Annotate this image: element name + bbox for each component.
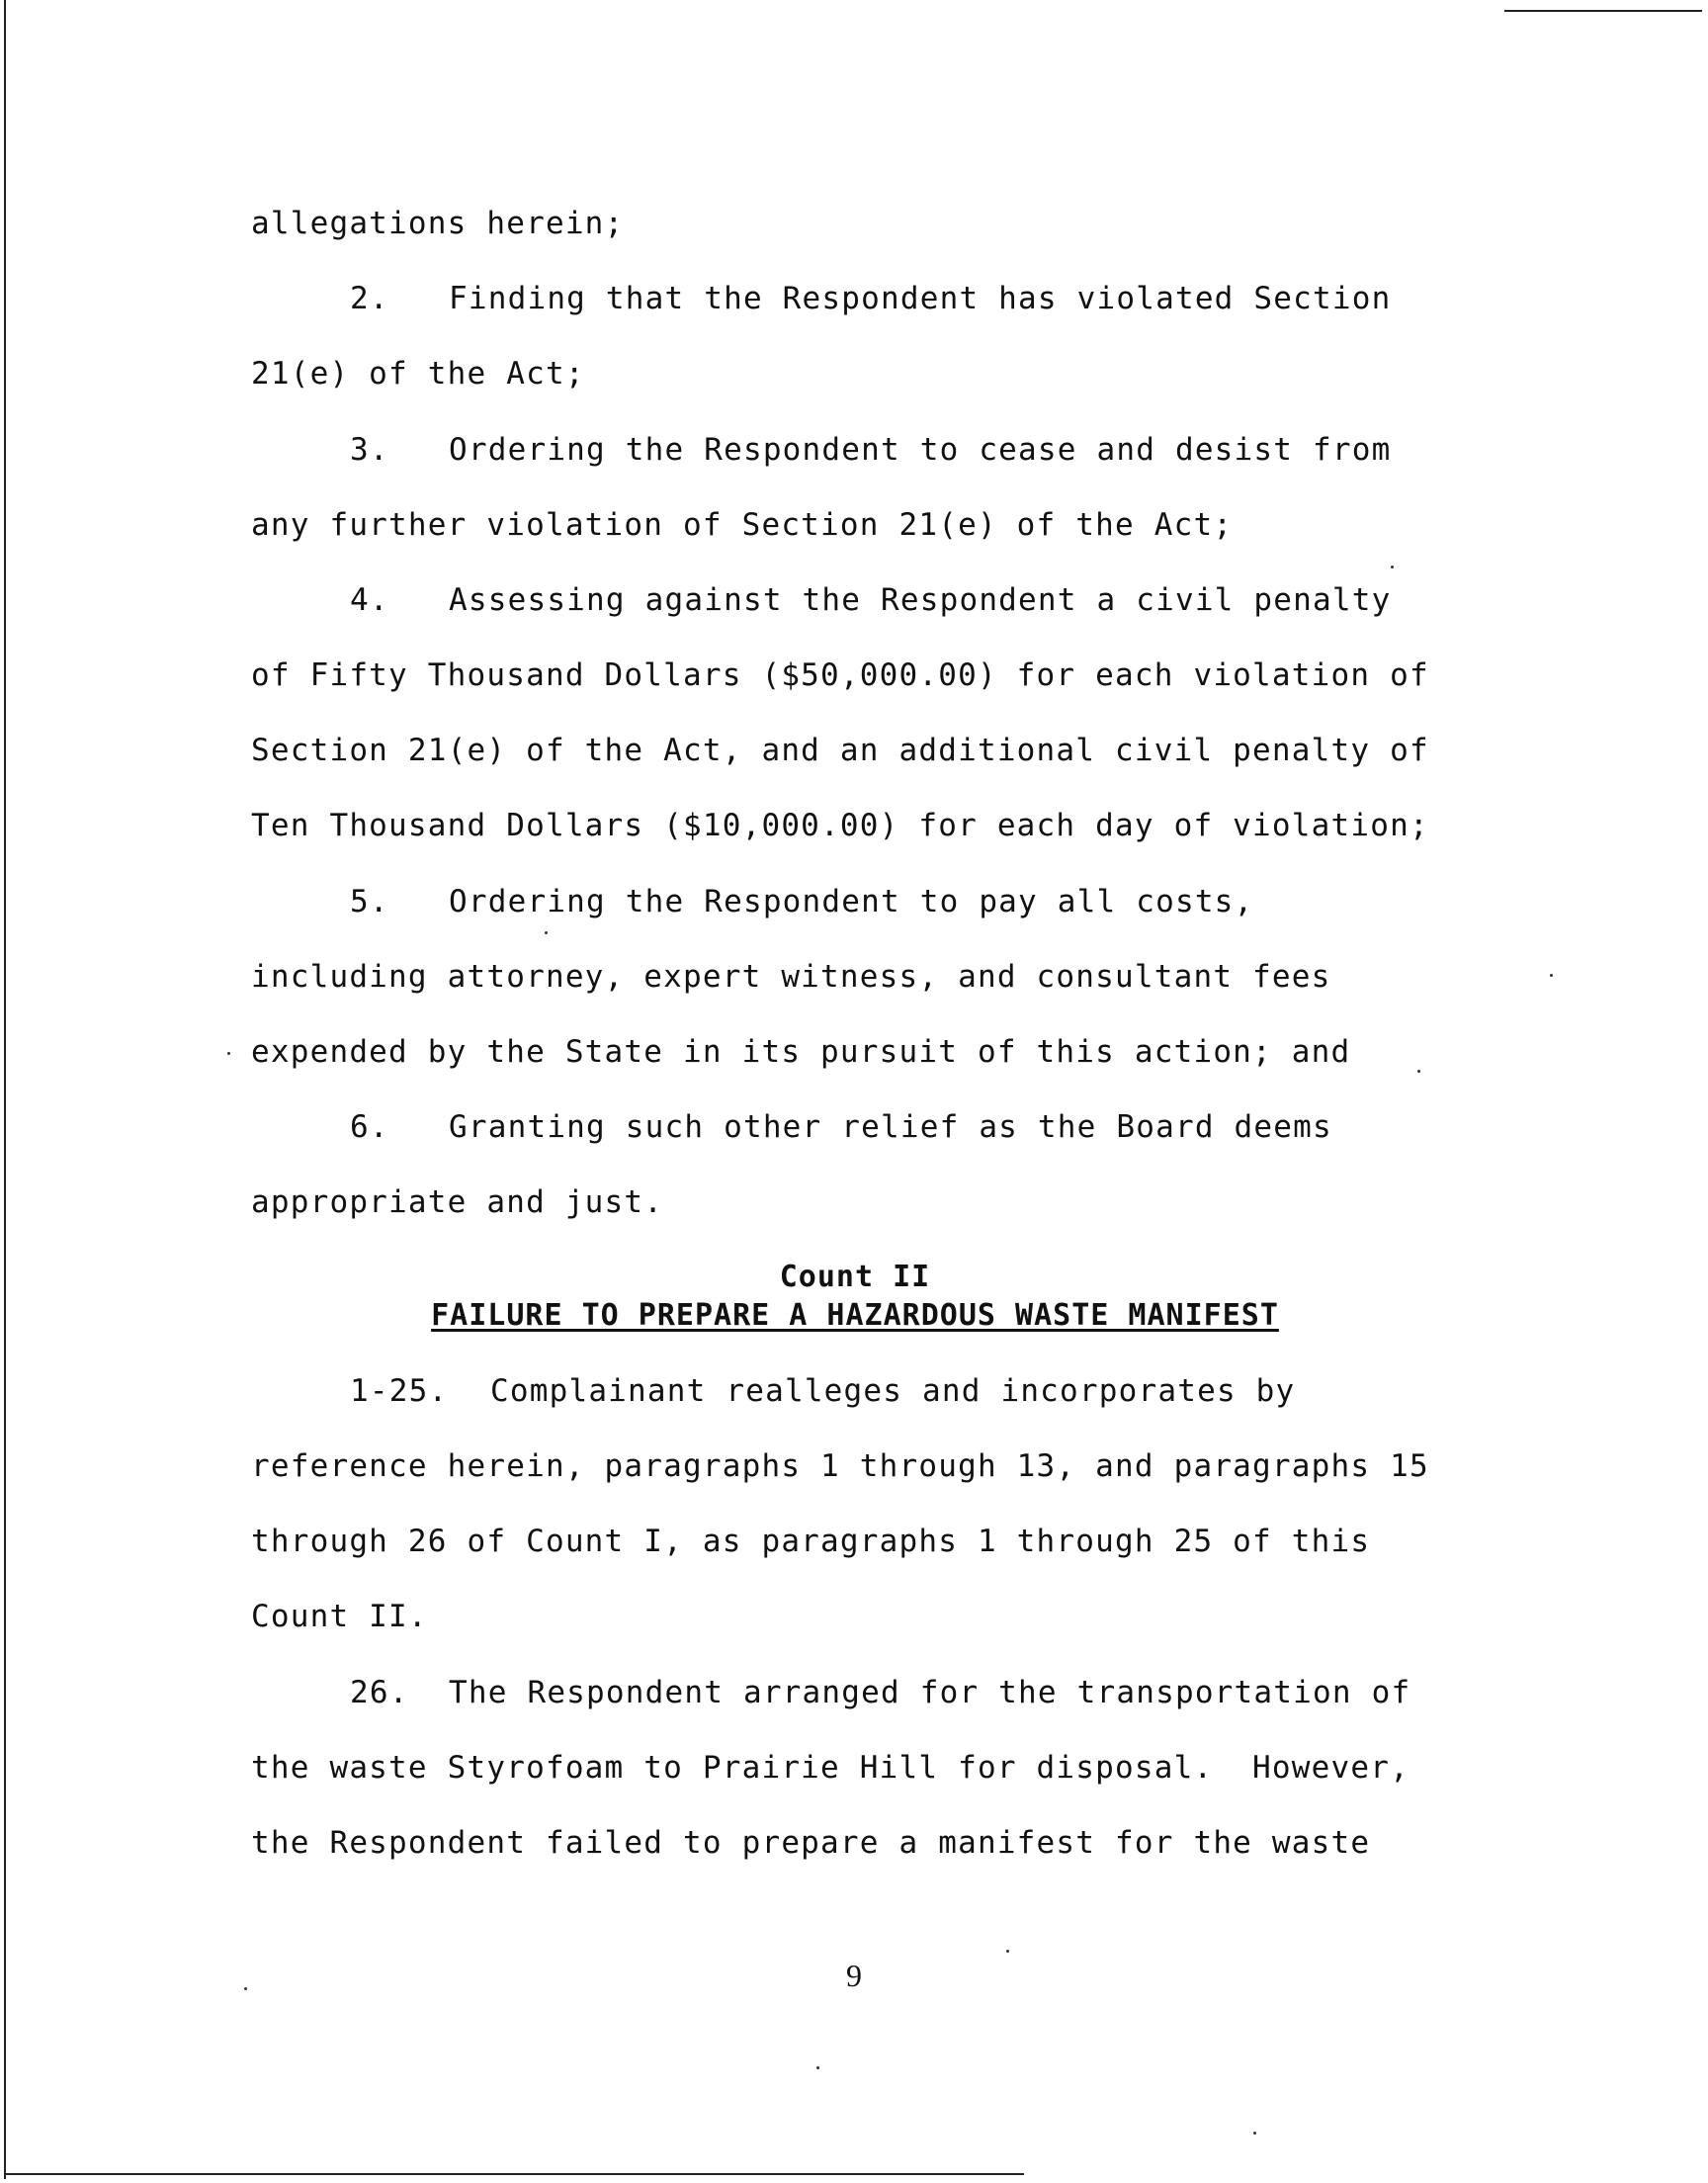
numbered-paragraph-5: 5. Ordering the Respondent to pay all costs, <box>350 884 1254 919</box>
text-line: allegations herein; <box>251 206 625 241</box>
scan-speck <box>1417 1070 1420 1073</box>
scan-speck <box>244 1987 247 1990</box>
numbered-paragraph-4: 4. Assessing against the Respondent a civil penalty <box>350 582 1392 618</box>
numbered-paragraph-3: 3. Ordering the Respondent to cease and desist from <box>350 432 1392 468</box>
page-number: 9 <box>846 1958 862 1993</box>
text-line: including attorney, expert witness, and consultant fees <box>251 959 1331 995</box>
text-line: reference herein, paragraphs 1 through 13, and paragraphs 15 <box>251 1448 1429 1484</box>
text-line: the waste Styrofoam to Prairie Hill for disposal. However, <box>251 1750 1409 1786</box>
scan-speck <box>816 2066 819 2069</box>
text-line: Ten Thousand Dollars ($10,000.00) for each day of violation; <box>251 808 1429 843</box>
text-line: through 26 of Count I, as paragraphs 1 through 25 of this <box>251 1524 1371 1559</box>
paragraph-number: 5. <box>350 884 389 919</box>
text-line: Count II. <box>251 1599 428 1634</box>
numbered-paragraph-26: 26. The Respondent arranged for the transportation of <box>350 1675 1411 1710</box>
text-line: appropriate and just. <box>251 1184 664 1220</box>
scan-speck <box>545 931 548 934</box>
scan-speck <box>1550 974 1553 977</box>
scan-speck <box>1253 2132 1256 2135</box>
count-subtitle: FAILURE TO PREPARE A HAZARDOUS WASTE MANIFEST <box>431 1298 1279 1333</box>
count-title: Count II <box>779 1260 931 1294</box>
numbered-paragraph-2: 2. Finding that the Respondent has violated Section <box>350 281 1392 316</box>
top-rule <box>1504 10 1702 12</box>
scan-speck <box>1391 566 1394 568</box>
text-line: Section 21(e) of the Act, and an additional civil penalty of <box>251 733 1429 768</box>
text-line: 21(e) of the Act; <box>251 356 585 392</box>
paragraph-number: 3. <box>350 432 389 468</box>
text-line: any further violation of Section 21(e) of the Act; <box>251 507 1234 543</box>
scan-speck <box>227 1052 230 1055</box>
bottom-rule <box>4 2173 1024 2175</box>
numbered-paragraph-1-25: 1-25. Complainant realleges and incorporates by <box>350 1373 1296 1409</box>
paragraph-number: 2. <box>350 281 389 316</box>
text-line: the Respondent failed to prepare a manifest for the waste <box>251 1825 1371 1861</box>
paragraph-number: 4. <box>350 582 389 618</box>
paragraph-number: 1-25. <box>350 1373 449 1409</box>
scan-speck <box>1006 1950 1009 1953</box>
paragraph-number: 26. <box>350 1675 409 1710</box>
text-line: expended by the State in its pursuit of this action; and <box>251 1034 1351 1070</box>
text-line: of Fifty Thousand Dollars ($50,000.00) for each violation of <box>251 657 1429 693</box>
left-rule <box>4 0 6 2179</box>
numbered-paragraph-6: 6. Granting such other relief as the Board deems <box>350 1109 1332 1145</box>
paragraph-number: 6. <box>350 1109 389 1145</box>
